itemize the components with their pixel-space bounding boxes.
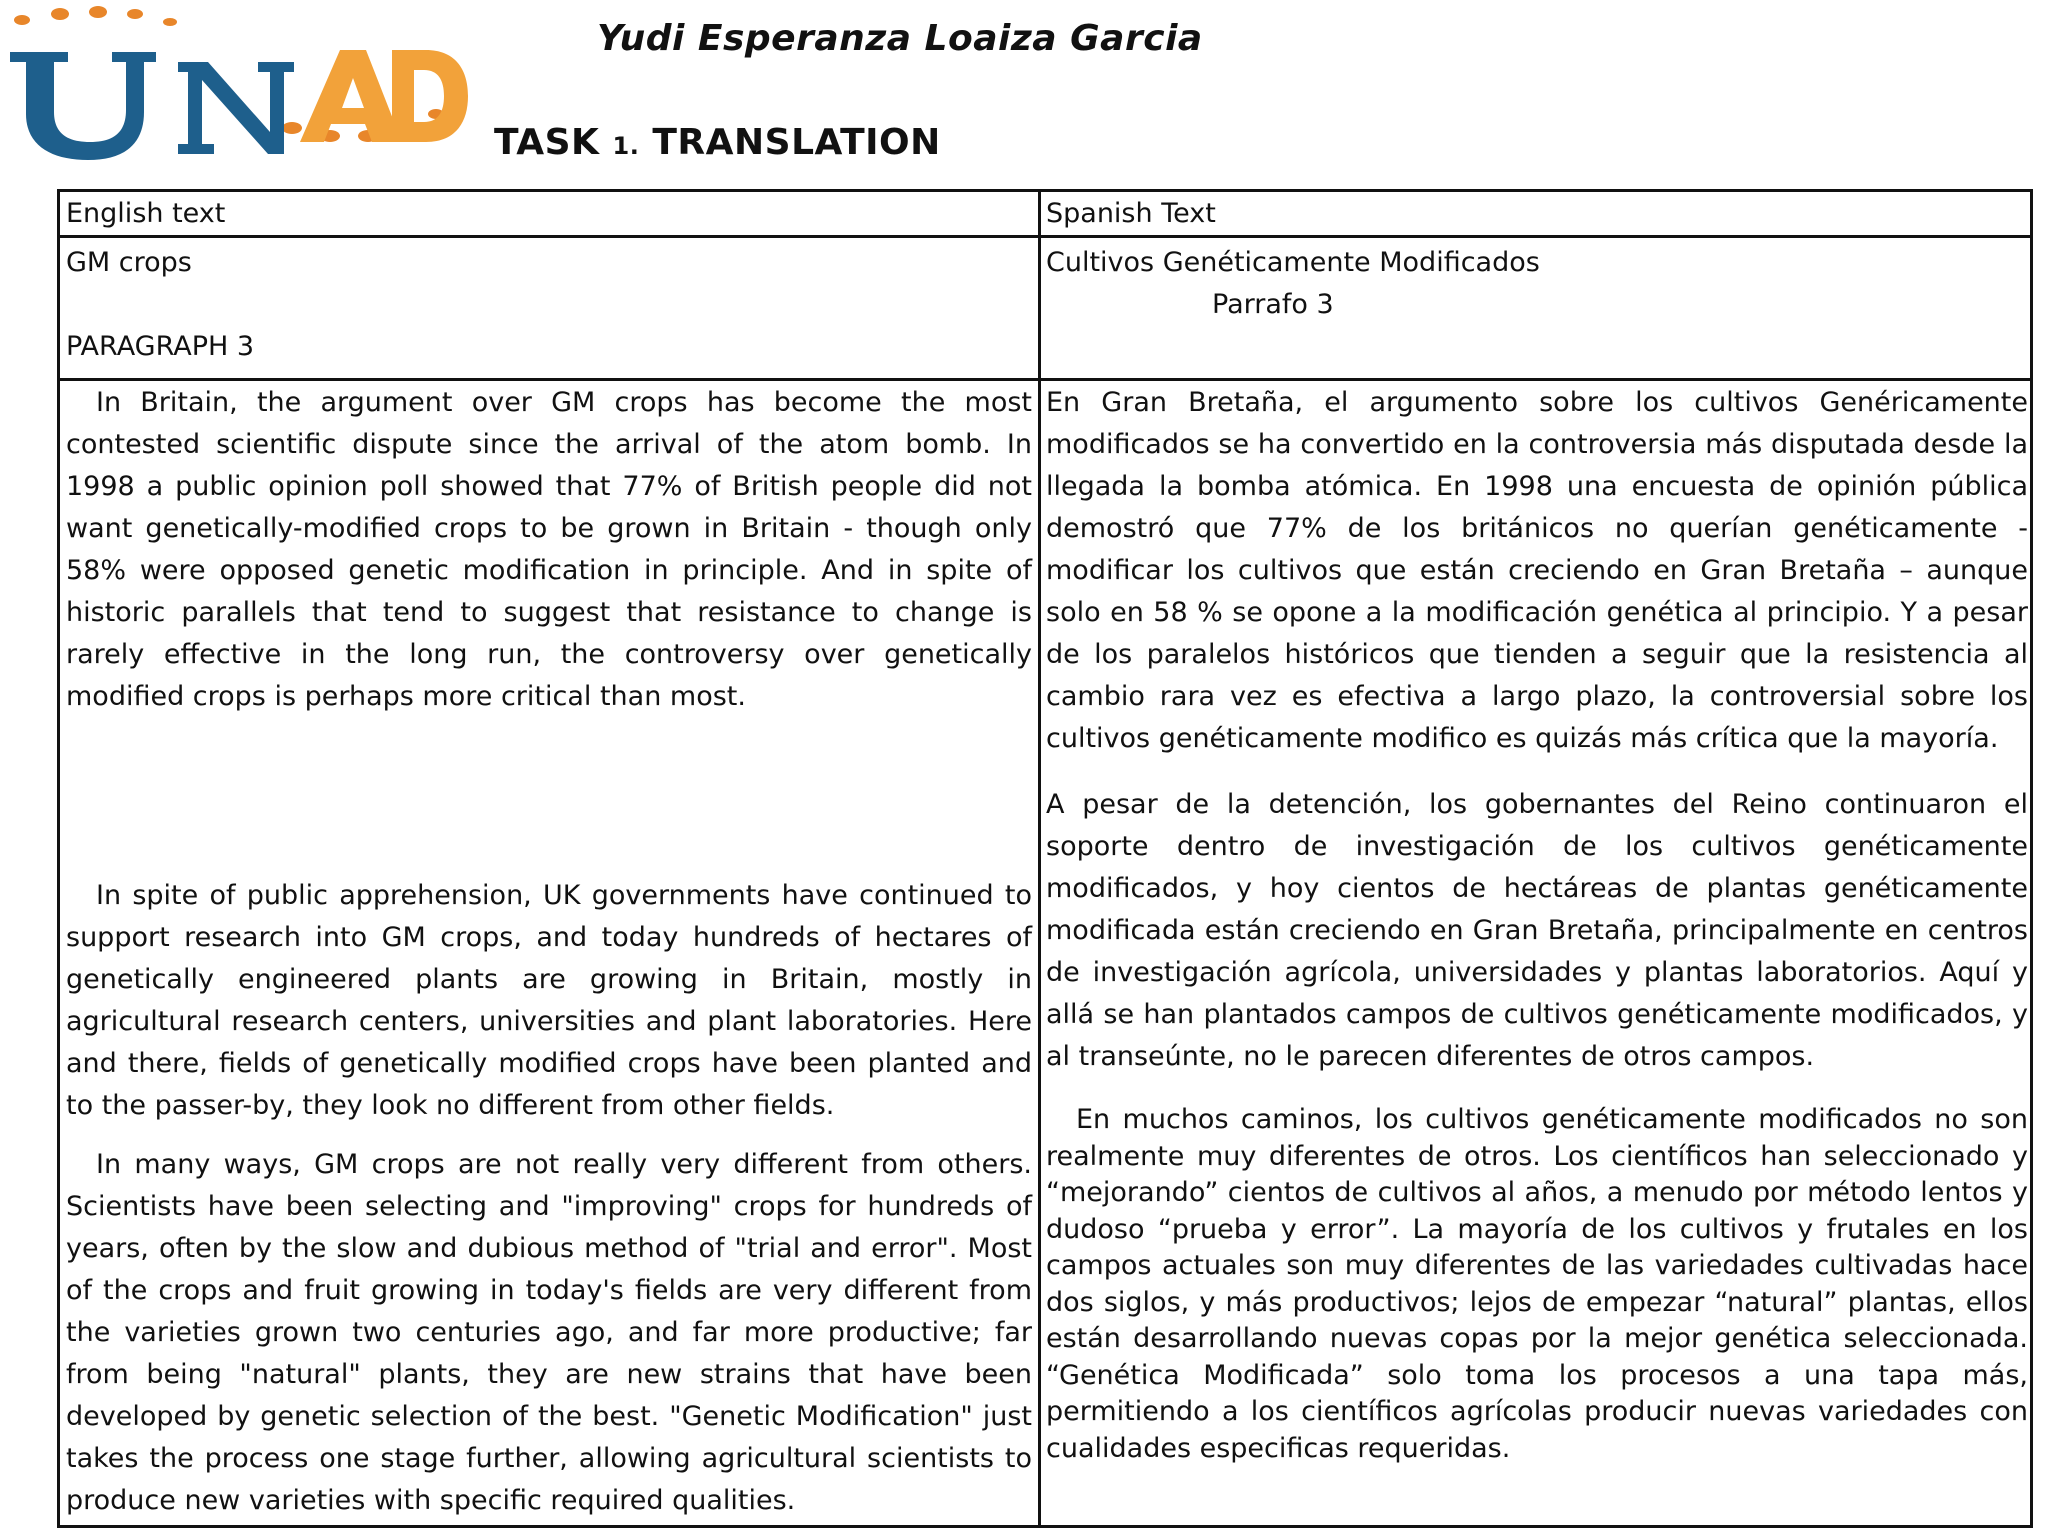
task-rest: TRANSLATION <box>652 122 941 163</box>
spanish-title-cell <box>1046 242 2028 326</box>
english-paragraph-1-text: In Britain, the argument over GM crops has become the most contested scientific dispute since the arrival of the atom bomb. In 1998 a public opinion poll showed that 77% of British people did not want genetically-modified crops to be grown in Britain - though only 58% were opposed genetic modification in principle. And in spite of historic parallels that tend to suggest that resistance to change is rarely effective in the long run, the controversy over genetically modified crops is perhaps more critical than most. <box>66 387 1032 712</box>
spanish-paragraph-2-text: A pesar de la detención, los gobernantes del Reino continuaron el soporte dentro de investigación de los cultivos genéticamente modificados, y hoy cientos de hectáreas de plantas genéticamente modificada están creciendo en Gran Bretaña, principalmente en centros de investigación agrícola, universidades y plantas laboratorios. Aquí y allá se han plantados campos de cultivos genéticamente modificados, y al transeúnte, no le parecen diferentes de otros campos. <box>1046 789 2028 1072</box>
english-column-header: English text <box>66 198 226 229</box>
english-paragraph-3-text: In many ways, GM crops are not really very different from others. Scientists have been selecting and "improving" crops for hundreds of years, often by the slow and dubious method of "trial and error". Most of the crops and fruit growing in today's fields are very different from the varieties grown two centuries ago, and far more productive; far from being "natural" plants, they are new strains that have been developed by genetic selection of the best. "Genetic Modification" just takes the process one stage further, allowing agricultural scientists to produce new varieties with specific required qualities. <box>66 1149 1032 1516</box>
spanish-paragraph-3 <box>1046 1102 2028 1467</box>
english-paragraph-1 <box>66 382 1032 718</box>
unad-logo <box>0 0 470 160</box>
task-word: TASK <box>494 122 600 163</box>
translation-table <box>57 189 2033 1528</box>
header-row-divider <box>60 235 2030 238</box>
spanish-paragraph-label: Parrafo 3 <box>1212 289 1334 320</box>
spanish-paragraph-3-text: En muchos caminos, los cultivos genéticamente modificados no son realmente muy diferentes de otros. Los científicos han seleccionado y “mejorando” cientos de cultivos al años, a menudo por método lentos y dudoso “prueba y error”. La mayoría de los cultivos y frutales en los campos actuales son muy diferentes de las variedades cultivadas hace dos siglos, y más productivos; lejos de empezar “natural” plantas, ellos están desarrollando nuevas copas por la mejor genética seleccionada. “Genética Modificada” solo toma los procesos a una tapa más, permitiendo a los científicos agrícolas producir nuevas variedades con cualidades especificas requeridas. <box>1046 1104 2028 1464</box>
spanish-paragraph-2 <box>1046 784 2028 1078</box>
spanish-paragraph-1 <box>1046 382 2028 760</box>
task-title <box>494 122 941 163</box>
column-divider <box>1038 192 1041 1525</box>
english-paragraph-label: PARAGRAPH 3 <box>66 331 255 362</box>
spanish-column-header: Spanish Text <box>1046 198 1216 229</box>
english-title-cell <box>66 242 1032 368</box>
spanish-paragraph-1-text: En Gran Bretaña, el argumento sobre los cultivos Genéricamente modificados se ha convertido en la controversia más disputada desde la llegada la bomba atómica. En 1998 una encuesta de opinión pública demostró que 77% de los británicos no querían genéticamente - modificar los cultivos que están creciendo en Gran Bretaña – aunque solo en 58 % se opone a la modificación genética al principio. Y a pesar de los paralelos históricos que tienden a seguir que la resistencia al cambio rara vez es efectiva a largo plazo, la controversial sobre los cultivos genéticamente modifico es quizás más crítica que la mayoría. <box>1046 387 2028 754</box>
english-title: GM crops <box>66 247 192 278</box>
task-number: 1. <box>612 132 640 160</box>
english-paragraph-3 <box>66 1144 1032 1522</box>
title-row-divider <box>60 378 2030 381</box>
english-paragraph-2 <box>66 875 1032 1127</box>
author-name: Yudi Esperanza Loaiza Garcia <box>597 18 1203 59</box>
spanish-title: Cultivos Genéticamente Modificados <box>1046 247 1540 278</box>
english-paragraph-2-text: In spite of public apprehension, UK governments have continued to support research into GM crops, and today hundreds of hectares of genetically engineered plants are growing in Britain, mostly in agricultural research centers, universities and plant laboratories. Here and there, fields of genetically modified crops have been planted and to the passer-by, they look no different from other fields. <box>66 880 1032 1121</box>
